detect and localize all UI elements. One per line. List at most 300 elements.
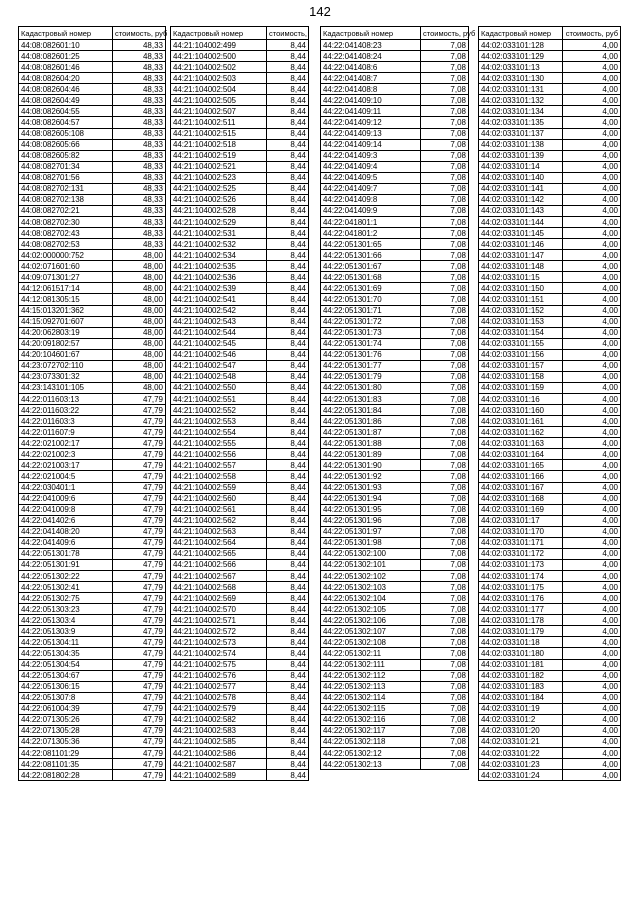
cost-cell: 4,00 — [563, 548, 621, 559]
table-row — [479, 714, 621, 725]
cadastral-number-cell: 44:22:021002:17 — [19, 438, 113, 449]
cadastral-number-cell: 44:22:011603:3 — [19, 416, 113, 427]
cadastral-number-cell: 44:02:033101:144 — [479, 217, 563, 228]
cost-cell: 7,08 — [421, 471, 469, 482]
table-row — [321, 84, 469, 95]
cadastral-number-cell: 44:22:051301:73 — [321, 327, 421, 338]
table-row — [321, 272, 469, 283]
table-row — [171, 139, 309, 150]
table-row — [479, 228, 621, 239]
cadastral-number-cell: 44:15:013201:362 — [19, 305, 113, 316]
cost-cell: 4,00 — [563, 139, 621, 150]
table-row — [321, 482, 469, 493]
cost-cell: 4,00 — [563, 150, 621, 161]
table-row — [321, 648, 469, 659]
cost-cell: 8,44 — [267, 117, 309, 128]
cadastral-number-cell: 44:08:082702:43 — [19, 228, 113, 239]
cadastral-number-cell: 44:21:104002:531 — [171, 228, 267, 239]
table-row — [321, 51, 469, 62]
table-row — [171, 250, 309, 261]
cadastral-number-cell: 44:15:092701:607 — [19, 316, 113, 327]
cadastral-number-cell: 44:02:033101:183 — [479, 681, 563, 692]
cost-cell: 48,00 — [113, 371, 166, 382]
table-row — [479, 449, 621, 460]
cost-cell: 4,00 — [563, 272, 621, 283]
table-row — [19, 183, 166, 194]
cost-cell: 47,79 — [113, 659, 166, 670]
cost-cell: 48,33 — [113, 217, 166, 228]
cost-cell: 47,79 — [113, 405, 166, 416]
cost-cell: 8,44 — [267, 106, 309, 117]
cadastral-number-cell: 44:02:033101:131 — [479, 84, 563, 95]
cost-cell: 4,00 — [563, 250, 621, 261]
table-row — [19, 150, 166, 161]
cost-cell: 7,08 — [421, 40, 469, 51]
cost-cell: 4,00 — [563, 670, 621, 681]
cadastral-number-cell: 44:02:033101:184 — [479, 692, 563, 703]
cadastral-number-cell: 44:22:051301:98 — [321, 537, 421, 548]
cost-cell: 7,08 — [421, 394, 469, 405]
cadastral-number-cell: 44:12:061517:14 — [19, 283, 113, 294]
cost-cell: 48,33 — [113, 183, 166, 194]
cadastral-number-cell: 44:22:041409:9 — [321, 205, 421, 216]
table-row — [19, 604, 166, 615]
cost-cell: 8,44 — [267, 327, 309, 338]
cadastral-number-cell: 44:22:051302:11 — [321, 648, 421, 659]
cost-cell: 8,44 — [267, 759, 309, 770]
cadastral-number-cell: 44:02:033101:13 — [479, 62, 563, 73]
cost-cell: 8,44 — [267, 670, 309, 681]
cadastral-number-cell: 44:22:041409:11 — [321, 106, 421, 117]
cadastral-number-cell: 44:02:033101:16 — [479, 394, 563, 405]
cost-cell: 8,44 — [267, 736, 309, 747]
cadastral-number-cell: 44:21:104002:577 — [171, 681, 267, 692]
cadastral-number-cell: 44:08:082601:25 — [19, 51, 113, 62]
table-row — [321, 493, 469, 504]
table-row — [479, 670, 621, 681]
table-row — [479, 161, 621, 172]
table-row — [479, 95, 621, 106]
cost-cell: 48,33 — [113, 161, 166, 172]
table-row — [19, 305, 166, 316]
cost-cell: 8,44 — [267, 460, 309, 471]
cadastral-number-cell: 44:02:033101:17 — [479, 515, 563, 526]
cadastral-number-cell: 44:02:033101:169 — [479, 504, 563, 515]
table-row — [479, 626, 621, 637]
cost-cell: 8,44 — [267, 471, 309, 482]
cost-cell: 7,08 — [421, 681, 469, 692]
cadastral-number-cell: 44:22:041402:6 — [19, 515, 113, 526]
cadastral-number-cell: 44:02:033101:178 — [479, 615, 563, 626]
cost-cell: 7,08 — [421, 172, 469, 183]
table-row — [19, 515, 166, 526]
table-row — [479, 327, 621, 338]
cadastral-number-cell: 44:22:051301:80 — [321, 382, 421, 393]
cadastral-number-cell: 44:22:051304:67 — [19, 670, 113, 681]
cadastral-number-cell: 44:08:082702:21 — [19, 205, 113, 216]
cost-cell: 48,00 — [113, 283, 166, 294]
cadastral-number-cell: 44:22:041009:8 — [19, 504, 113, 515]
table-row — [321, 703, 469, 714]
header-cost: стоимость, — [267, 27, 309, 40]
cost-cell: 8,44 — [267, 427, 309, 438]
cost-cell: 8,44 — [267, 637, 309, 648]
table-row — [171, 305, 309, 316]
cost-cell: 4,00 — [563, 571, 621, 582]
table-header-row — [321, 27, 469, 40]
cost-cell: 4,00 — [563, 604, 621, 615]
cost-cell: 4,00 — [563, 261, 621, 272]
cost-cell: 7,08 — [421, 183, 469, 194]
cost-cell: 7,08 — [421, 305, 469, 316]
cost-cell: 48,33 — [113, 95, 166, 106]
cost-cell: 7,08 — [421, 84, 469, 95]
cadastral-number-cell: 44:22:021003:17 — [19, 460, 113, 471]
cadastral-number-cell: 44:22:041009:6 — [19, 493, 113, 504]
table-row — [479, 759, 621, 770]
cost-cell: 47,79 — [113, 714, 166, 725]
cadastral-number-cell: 44:22:051302:111 — [321, 659, 421, 670]
table-row — [19, 460, 166, 471]
cost-cell: 47,79 — [113, 770, 166, 781]
table-row — [479, 482, 621, 493]
table-row — [19, 382, 166, 393]
cost-cell: 7,08 — [421, 95, 469, 106]
cadastral-number-cell: 44:22:051302:102 — [321, 571, 421, 582]
cost-cell: 47,79 — [113, 615, 166, 626]
table-row — [479, 438, 621, 449]
table-row — [19, 250, 166, 261]
cadastral-number-cell: 44:21:104002:547 — [171, 360, 267, 371]
cadastral-number-cell: 44:22:051302:22 — [19, 571, 113, 582]
cadastral-number-cell: 44:21:104002:578 — [171, 692, 267, 703]
table-row — [321, 725, 469, 736]
cost-cell: 4,00 — [563, 692, 621, 703]
cadastral-number-cell: 44:22:051301:68 — [321, 272, 421, 283]
cost-cell: 8,44 — [267, 515, 309, 526]
cost-cell: 7,08 — [421, 548, 469, 559]
cadastral-number-cell: 44:22:051301:72 — [321, 316, 421, 327]
table-row — [19, 84, 166, 95]
cost-cell: 4,00 — [563, 460, 621, 471]
cadastral-number-cell: 44:21:104002:556 — [171, 449, 267, 460]
cost-cell: 48,00 — [113, 261, 166, 272]
cost-cell: 47,79 — [113, 515, 166, 526]
cost-cell: 7,08 — [421, 51, 469, 62]
cadastral-number-cell: 44:02:033101:145 — [479, 228, 563, 239]
cadastral-number-cell: 44:21:104002:576 — [171, 670, 267, 681]
cost-cell: 4,00 — [563, 194, 621, 205]
cost-cell: 4,00 — [563, 40, 621, 51]
cost-cell: 48,33 — [113, 106, 166, 117]
cadastral-number-cell: 44:22:051302:107 — [321, 626, 421, 637]
table-row — [19, 51, 166, 62]
cadastral-number-cell: 44:02:033101:167 — [479, 482, 563, 493]
cost-cell: 8,44 — [267, 416, 309, 427]
cadastral-number-cell: 44:21:104002:571 — [171, 615, 267, 626]
cost-cell: 7,08 — [421, 725, 469, 736]
cadastral-number-cell: 44:22:051301:97 — [321, 526, 421, 537]
cadastral-number-cell: 44:02:033101:166 — [479, 471, 563, 482]
cost-cell: 47,79 — [113, 703, 166, 714]
table-row — [321, 626, 469, 637]
table-row — [171, 316, 309, 327]
cadastral-number-cell: 44:02:033101:19 — [479, 703, 563, 714]
cadastral-number-cell: 44:08:082604:57 — [19, 117, 113, 128]
header-cadastral-number: Кадастровый номер — [321, 27, 421, 40]
table-row — [19, 493, 166, 504]
cost-cell: 48,00 — [113, 294, 166, 305]
cadastral-number-cell: 44:21:104002:574 — [171, 648, 267, 659]
cadastral-number-cell: 44:21:104002:564 — [171, 537, 267, 548]
table-row — [171, 537, 309, 548]
cadastral-number-cell: 44:22:041409:7 — [321, 183, 421, 194]
table-row — [321, 759, 469, 770]
cost-cell: 4,00 — [563, 438, 621, 449]
cost-cell: 4,00 — [563, 161, 621, 172]
cadastral-number-cell: 44:22:051301:84 — [321, 405, 421, 416]
cadastral-number-cell: 44:21:104002:548 — [171, 371, 267, 382]
cadastral-number-cell: 44:08:082604:46 — [19, 84, 113, 95]
cost-cell: 4,00 — [563, 172, 621, 183]
table-row — [479, 703, 621, 714]
cadastral-number-cell: 44:22:051301:96 — [321, 515, 421, 526]
cadastral-number-cell: 44:22:051301:71 — [321, 305, 421, 316]
table-row — [321, 504, 469, 515]
cost-cell: 8,44 — [267, 316, 309, 327]
table-row — [171, 648, 309, 659]
cost-cell: 48,00 — [113, 349, 166, 360]
cadastral-number-cell: 44:08:082605:66 — [19, 139, 113, 150]
cadastral-cost-table-2 — [170, 26, 309, 781]
table-header-row — [479, 27, 621, 40]
cost-cell: 4,00 — [563, 736, 621, 747]
cost-cell: 7,08 — [421, 73, 469, 84]
cadastral-number-cell: 44:22:081101:29 — [19, 748, 113, 759]
cadastral-number-cell: 44:21:104002:545 — [171, 338, 267, 349]
table-row — [479, 194, 621, 205]
cost-cell: 4,00 — [563, 537, 621, 548]
cadastral-number-cell: 44:02:033101:134 — [479, 106, 563, 117]
header-cost: стоимость, руб — [563, 27, 621, 40]
cost-cell: 48,33 — [113, 84, 166, 95]
cadastral-number-cell: 44:21:104002:568 — [171, 582, 267, 593]
cost-cell: 4,00 — [563, 637, 621, 648]
cost-cell: 4,00 — [563, 416, 621, 427]
table-row — [479, 250, 621, 261]
cadastral-number-cell: 44:21:104002:502 — [171, 62, 267, 73]
cost-cell: 7,08 — [421, 327, 469, 338]
cost-cell: 47,79 — [113, 449, 166, 460]
table-row — [171, 659, 309, 670]
table-row — [171, 327, 309, 338]
cadastral-number-cell: 44:21:104002:543 — [171, 316, 267, 327]
table-row — [19, 748, 166, 759]
cadastral-number-cell: 44:22:051301:94 — [321, 493, 421, 504]
cadastral-number-cell: 44:08:082605:82 — [19, 150, 113, 161]
table-row — [321, 283, 469, 294]
cadastral-number-cell: 44:20:062803:19 — [19, 327, 113, 338]
cost-cell: 7,08 — [421, 637, 469, 648]
cadastral-number-cell: 44:21:104002:583 — [171, 725, 267, 736]
cost-cell: 7,08 — [421, 360, 469, 371]
table-row — [19, 637, 166, 648]
cost-cell: 47,79 — [113, 736, 166, 747]
table-row — [321, 360, 469, 371]
table-row — [171, 161, 309, 172]
table-row — [321, 228, 469, 239]
table-row — [171, 748, 309, 759]
cost-cell: 7,08 — [421, 648, 469, 659]
table-row — [171, 637, 309, 648]
cadastral-number-cell: 44:21:104002:585 — [171, 736, 267, 747]
cost-cell: 4,00 — [563, 482, 621, 493]
cadastral-number-cell: 44:02:033101:132 — [479, 95, 563, 106]
cadastral-number-cell: 44:21:104002:529 — [171, 217, 267, 228]
cost-cell: 4,00 — [563, 725, 621, 736]
cost-cell: 47,79 — [113, 526, 166, 537]
table-row — [321, 748, 469, 759]
cadastral-number-cell: 44:21:104002:566 — [171, 559, 267, 570]
cadastral-number-cell: 44:22:051301:65 — [321, 239, 421, 250]
cadastral-number-cell: 44:22:041409:14 — [321, 139, 421, 150]
table-row — [321, 183, 469, 194]
cadastral-number-cell: 44:02:033101:175 — [479, 582, 563, 593]
cadastral-number-cell: 44:02:033101:129 — [479, 51, 563, 62]
table-row — [19, 725, 166, 736]
table-row — [321, 637, 469, 648]
table-row — [479, 460, 621, 471]
table-row — [171, 283, 309, 294]
cadastral-number-cell: 44:23:073301:32 — [19, 371, 113, 382]
cost-cell: 7,08 — [421, 382, 469, 393]
cadastral-number-cell: 44:08:082604:20 — [19, 73, 113, 84]
table-row — [479, 272, 621, 283]
table-row — [479, 659, 621, 670]
cost-cell: 48,33 — [113, 194, 166, 205]
cost-cell: 8,44 — [267, 272, 309, 283]
cost-cell: 48,33 — [113, 205, 166, 216]
cost-cell: 4,00 — [563, 217, 621, 228]
table-row — [19, 327, 166, 338]
cadastral-number-cell: 44:22:041409:4 — [321, 161, 421, 172]
cost-cell: 4,00 — [563, 205, 621, 216]
table-row — [479, 571, 621, 582]
cadastral-number-cell: 44:22:051302:41 — [19, 582, 113, 593]
table-row — [171, 416, 309, 427]
cadastral-number-cell: 44:21:104002:523 — [171, 172, 267, 183]
cadastral-number-cell: 44:22:041409:10 — [321, 95, 421, 106]
cost-cell: 47,79 — [113, 582, 166, 593]
cost-cell: 8,44 — [267, 493, 309, 504]
cost-cell: 8,44 — [267, 648, 309, 659]
cadastral-number-cell: 44:21:104002:552 — [171, 405, 267, 416]
cadastral-number-cell: 44:22:051301:91 — [19, 559, 113, 570]
table-row — [171, 239, 309, 250]
cadastral-number-cell: 44:21:104002:504 — [171, 84, 267, 95]
cost-cell: 8,44 — [267, 548, 309, 559]
cost-cell: 4,00 — [563, 183, 621, 194]
cadastral-number-cell: 44:21:104002:587 — [171, 759, 267, 770]
cadastral-number-cell: 44:20:091802:57 — [19, 338, 113, 349]
cadastral-number-cell: 44:21:104002:546 — [171, 349, 267, 360]
cadastral-number-cell: 44:21:104002:582 — [171, 714, 267, 725]
table-row — [171, 736, 309, 747]
cost-cell: 8,44 — [267, 593, 309, 604]
table-row — [479, 526, 621, 537]
cadastral-number-cell: 44:21:104002:558 — [171, 471, 267, 482]
cadastral-number-cell: 44:21:104002:539 — [171, 283, 267, 294]
cadastral-number-cell: 44:22:021002:3 — [19, 449, 113, 460]
cadastral-number-cell: 44:21:104002:559 — [171, 482, 267, 493]
table-row — [19, 416, 166, 427]
cadastral-number-cell: 44:22:051301:74 — [321, 338, 421, 349]
cost-cell: 47,79 — [113, 548, 166, 559]
cost-cell: 4,00 — [563, 394, 621, 405]
cadastral-number-cell: 44:22:051302:117 — [321, 725, 421, 736]
cadastral-number-cell: 44:22:051303:9 — [19, 626, 113, 637]
cost-cell: 4,00 — [563, 51, 621, 62]
cost-cell: 4,00 — [563, 504, 621, 515]
cost-cell: 8,44 — [267, 62, 309, 73]
cadastral-number-cell: 44:22:051302:108 — [321, 637, 421, 648]
cost-cell: 7,08 — [421, 139, 469, 150]
table-row — [171, 482, 309, 493]
table-row — [171, 471, 309, 482]
cost-cell: 4,00 — [563, 615, 621, 626]
cost-cell: 48,33 — [113, 150, 166, 161]
cost-cell: 8,44 — [267, 582, 309, 593]
table-row — [171, 703, 309, 714]
cadastral-cost-table-4 — [478, 26, 621, 781]
cost-cell: 7,08 — [421, 416, 469, 427]
table-row — [321, 394, 469, 405]
cost-cell: 8,44 — [267, 526, 309, 537]
header-cost: стоимость, руб — [421, 27, 469, 40]
table-row — [19, 681, 166, 692]
table-row — [479, 106, 621, 117]
table-row — [321, 40, 469, 51]
cadastral-number-cell: 44:21:104002:525 — [171, 183, 267, 194]
cadastral-number-cell: 44:22:051301:77 — [321, 360, 421, 371]
cost-cell: 8,44 — [267, 172, 309, 183]
table-row — [171, 548, 309, 559]
cost-cell: 8,44 — [267, 228, 309, 239]
table-row — [19, 62, 166, 73]
table-row — [171, 759, 309, 770]
cadastral-number-cell: 44:02:033101:165 — [479, 460, 563, 471]
table-row — [19, 548, 166, 559]
table-row — [19, 526, 166, 537]
cost-cell: 7,08 — [421, 150, 469, 161]
cost-cell: 4,00 — [563, 305, 621, 316]
table-row — [479, 239, 621, 250]
cost-cell: 4,00 — [563, 316, 621, 327]
cadastral-number-cell: 44:08:082702:30 — [19, 217, 113, 228]
cost-cell: 47,79 — [113, 648, 166, 659]
cost-cell: 8,44 — [267, 394, 309, 405]
table-row — [479, 416, 621, 427]
cadastral-number-cell: 44:21:104002:586 — [171, 748, 267, 759]
table-row — [321, 327, 469, 338]
cadastral-number-cell: 44:02:033101:173 — [479, 559, 563, 570]
table-row — [321, 128, 469, 139]
cost-cell: 4,00 — [563, 449, 621, 460]
cost-cell: 4,00 — [563, 559, 621, 570]
table-row — [171, 604, 309, 615]
table-row — [321, 604, 469, 615]
cadastral-number-cell: 44:22:041409:6 — [19, 537, 113, 548]
